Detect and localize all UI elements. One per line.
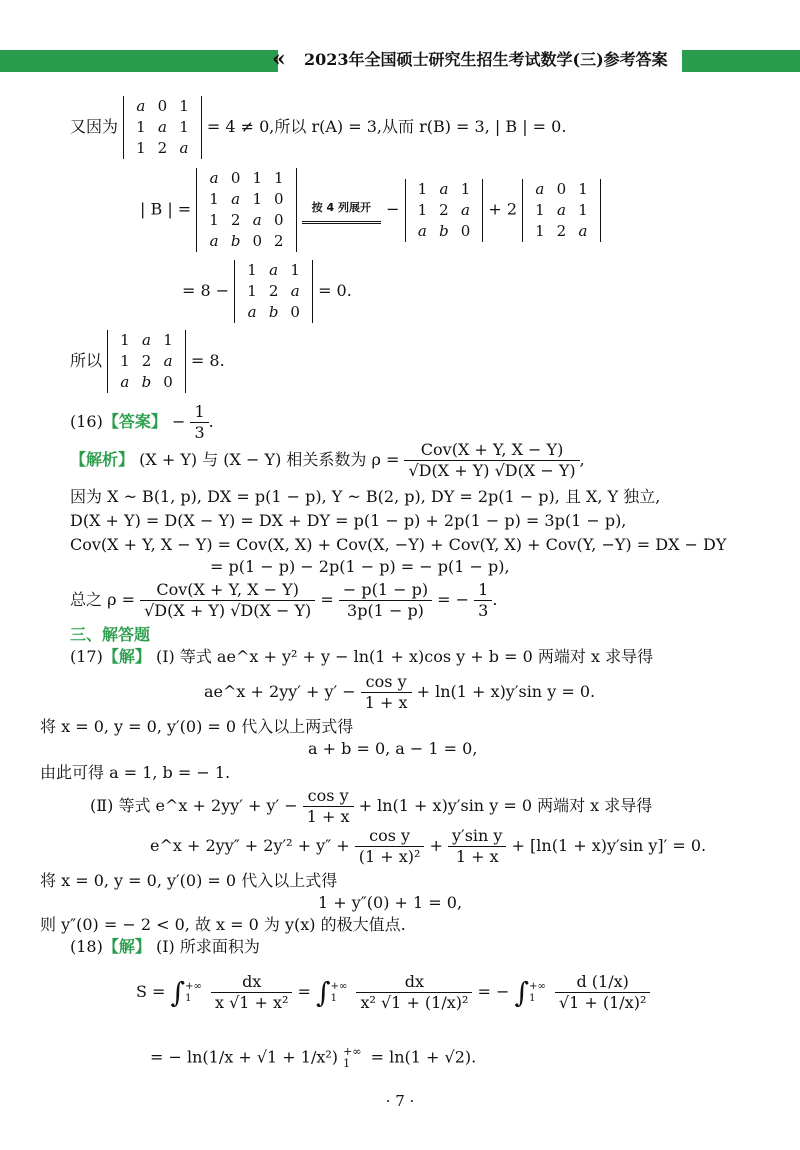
det-row — [130, 117, 195, 138]
det-row — [203, 189, 289, 210]
p18-line3: = − ln(1/x + √1 + 1/x²) +∞ 1 = ln(1 + √2). — [150, 1045, 477, 1070]
det-cell: 2 — [274, 232, 284, 250]
det-minor-1 — [405, 179, 484, 242]
det-cell: 2 — [157, 139, 168, 157]
det-cell: 1 — [417, 179, 428, 198]
det-cell: a — [209, 232, 219, 250]
det-cell: 1 — [417, 200, 428, 219]
p18-line2: S = ∫+∞ 1 $\frac{dx}{\text{x √1 + x²}}$ = ∫+∞ 1 $\frac{dx}{\text{x² √1 + (1/x)²}}$ = − ∫+∞ 1 $\frac{d (1/x)}{\text{√1 + (1/x)²}}$ — [136, 972, 650, 1013]
det-cell: b — [141, 373, 152, 391]
det-cell: a — [247, 303, 257, 321]
det-cell: 0 — [157, 97, 168, 115]
det-cell: 0 — [290, 303, 300, 321]
det-cell: a — [556, 200, 566, 219]
det-cell: a — [141, 331, 151, 349]
det-cell: a — [231, 190, 241, 208]
det-cell: 1 — [578, 200, 588, 219]
p17-line9: 1 + y″(0) + 1 = 0, — [318, 893, 463, 912]
det-cell: 1 — [252, 190, 262, 208]
det-cell: a — [120, 373, 130, 391]
det-cell: 2 — [556, 221, 567, 240]
p15-line1: 又因为 a 0 1 1 a 1 1 2 a = 4 ≠ 0,所以 r(A) = 3,从而 r(B) = 3, | B | = 0. — [70, 97, 567, 157]
det-cell: 1 — [136, 139, 146, 157]
det-cell: 1 — [179, 118, 189, 136]
det-cell: 0 — [274, 190, 284, 208]
det-cell: 0 — [230, 169, 241, 187]
det-cell: 2 — [439, 200, 449, 219]
det-cell: 1 — [120, 331, 130, 349]
p16-line5: = p(1 − p) − 2p(1 − p) = − p(1 − p), — [210, 557, 510, 576]
det-cell: a — [157, 118, 167, 136]
det-minor-3 — [234, 260, 313, 323]
det-cell: a — [439, 179, 449, 198]
p17-line6: (Ⅱ) 等式 e^x + 2yy′ + y′ − $\frac{\text{cos y}}{1 + x}$ + ln(1 + x)y′sin y = 0 两端对 x 求导得 — [90, 786, 653, 826]
det-minor-2 — [522, 179, 601, 242]
det-minor-4 — [107, 330, 186, 393]
det-cell: a — [578, 221, 588, 240]
page-number: · 7 · — [385, 1092, 415, 1110]
det-cell: 1 — [535, 221, 545, 240]
det-row — [130, 96, 195, 117]
det-cell: 2 — [230, 211, 241, 229]
det-row — [203, 231, 289, 252]
det-cell: 1 — [209, 190, 219, 208]
p15-line4: 所以 1 a 1 1 2 a a b 0 = 8. — [70, 331, 225, 391]
det-cell: 0 — [252, 232, 262, 250]
det-cell: 1 — [578, 179, 588, 198]
det-cell: 1 — [179, 97, 189, 115]
det-row — [529, 200, 594, 221]
det-row — [529, 179, 594, 200]
det-3x3 — [123, 96, 202, 159]
det-cell: 0 — [556, 179, 567, 198]
det-cell: 0 — [274, 211, 284, 229]
det-4x4 — [196, 168, 296, 252]
p17-line1: (17)【解】 (Ⅰ) 等式 ae^x + y² + y − ln(1 + x)cos y + b = 0 两端对 x 求导得 — [70, 647, 654, 666]
p18-line1: (18)【解】 (Ⅰ) 所求面积为 — [70, 937, 260, 956]
det-cell: 1 — [535, 200, 545, 219]
det-cell: a — [417, 221, 427, 240]
det-cell: 1 — [247, 282, 257, 300]
det-cell: 1 — [247, 261, 257, 279]
header-chevron-icon: « — [272, 46, 286, 72]
det-row — [203, 210, 289, 231]
p16-line1: 【解析】 (X + Y) 与 (X − Y) 相关系数为 ρ = $\frac{\text{Cov(X + Y, X − Y)}}{√D(X + Y) √D(X - Y)}$ , — [70, 440, 585, 480]
det-cell: 1 — [290, 261, 300, 279]
p17-line5: 由此可得 a = 1, b = − 1. — [40, 763, 231, 782]
det-row — [529, 221, 594, 242]
p16-line2: 因为 X ~ B(1, p), DX = p(1 − p), Y ~ B(2, p), DY = 2p(1 − p), 且 X, Y 独立, — [70, 487, 661, 506]
det-row — [241, 302, 306, 323]
det-cell: 1 — [209, 211, 219, 229]
det-row — [114, 351, 179, 372]
det-row — [130, 138, 195, 159]
det-cell: a — [290, 282, 300, 300]
det-cell: a — [163, 352, 173, 370]
det-row — [241, 260, 306, 281]
section-title: 三、解答题 — [70, 625, 151, 644]
p16-answer: (16)【答案】 − $\frac{1}{3}$ . — [70, 402, 214, 442]
p17-line3: 将 x = 0, y = 0, y′(0) = 0 代入以上两式得 — [40, 717, 354, 736]
det-cell: a — [269, 261, 279, 279]
header-title: 2023年全国硕士研究生招生考试数学(三)参考答案 — [278, 44, 682, 76]
p15-line2: | B | = a 0 1 1 1 a 1 0 1 2 a 0 a b 0 2 按 4 列展开 − 1 a 1 1 2 a a b 0 + 2 a 0 1 1 a 1 1 2 a — [140, 168, 601, 252]
det-row — [114, 330, 179, 351]
det-cell: a — [209, 169, 219, 187]
det-row — [412, 200, 477, 221]
p16-line4: Cov(X + Y, X − Y) = Cov(X, X) + Cov(X, −Y) + Cov(Y, X) + Cov(Y, −Y) = DX − DY — [70, 535, 727, 554]
det-cell: 1 — [460, 179, 471, 198]
p17-line10: 则 y″(0) = − 2 < 0, 故 x = 0 为 y(x) 的极大值点. — [40, 915, 406, 934]
det-cell: 1 — [274, 169, 284, 187]
det-cell: 0 — [460, 221, 471, 240]
det-cell: 1 — [163, 331, 173, 349]
det-cell: 1 — [120, 352, 130, 370]
det-cell: 0 — [163, 373, 173, 391]
det-cell: a — [461, 200, 470, 219]
det-cell: b — [268, 303, 279, 321]
det-cell: a — [535, 179, 545, 198]
p17-line7: e^x + 2yy″ + 2y′² + y″ + $\frac{\text{cos y}}{\text{(1 + x)²}}$ + $\frac{\text{y′sin y}}{1 + x}$ + [ln(1 + x)y′sin y]′ = 0. — [150, 826, 707, 866]
expand-arrow: 按 4 列展开 — [302, 197, 381, 224]
p17-line2: ae^x + 2yy′ + y′ − $\frac{\text{cos y}}{1 + x}$ + ln(1 + x)y′sin y = 0. — [204, 672, 596, 712]
det-row — [203, 168, 289, 189]
page-header — [0, 42, 800, 78]
p15-line3: = 8 − 1 a 1 1 2 a a b 0 = 0. — [182, 261, 352, 321]
det-cell: a — [179, 139, 189, 157]
det-cell: 1 — [136, 118, 146, 136]
p16-line6: 总之 ρ = $\frac{\text{Cov(X + Y, X − Y)}}{√D(X + Y) √D(X - Y)}$ = $\frac{- p(1 - p)}{3p(1 - p)}$ = − $\frac{1}{3}$ . — [70, 580, 498, 620]
p17-line4: a + b = 0, a − 1 = 0, — [308, 739, 478, 758]
det-cell: a — [252, 211, 262, 229]
det-cell: b — [230, 232, 241, 250]
det-row — [241, 281, 306, 302]
det-row — [412, 221, 477, 242]
det-cell: a — [136, 97, 146, 115]
det-cell: 2 — [141, 352, 152, 370]
det-row — [412, 179, 477, 200]
det-cell: 2 — [268, 282, 279, 300]
det-cell: 1 — [252, 169, 262, 187]
header-arrow-icon: ◀◀ — [712, 46, 734, 67]
p16-line3: D(X + Y) = D(X − Y) = DX + DY = p(1 − p) + 2p(1 − p) = 3p(1 − p), — [70, 511, 627, 530]
det-cell: b — [439, 221, 449, 240]
p17-line8: 将 x = 0, y = 0, y′(0) = 0 代入以上式得 — [40, 871, 338, 890]
det-row — [114, 372, 179, 393]
